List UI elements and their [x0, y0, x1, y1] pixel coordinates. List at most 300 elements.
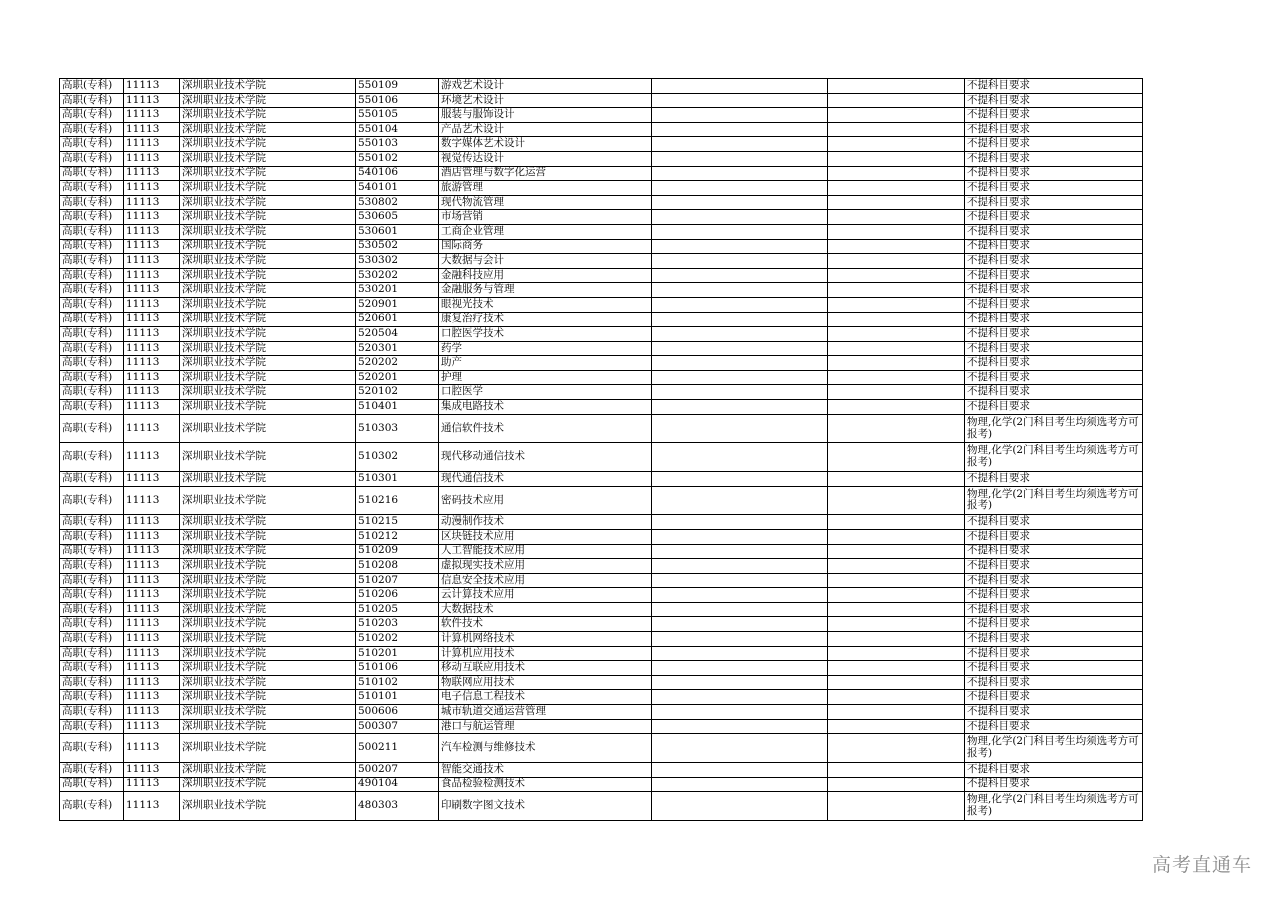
blank-cell	[652, 734, 828, 763]
subject-requirement-cell: 不提科目要求	[965, 529, 1143, 544]
major-code-cell: 540106	[356, 166, 439, 181]
subject-requirement-cell: 物理,化学(2门科目考生均须选考方可报考)	[965, 486, 1143, 515]
blank-cell	[652, 515, 828, 530]
blank-cell	[652, 122, 828, 137]
table-body	[60, 79, 1143, 821]
major-code-cell: 510101	[356, 690, 439, 705]
school-name-cell: 深圳职业技术学院	[180, 122, 356, 137]
school-name-cell: 深圳职业技术学院	[180, 268, 356, 283]
major-code-cell: 510301	[356, 472, 439, 487]
major-code-cell: 500211	[356, 734, 439, 763]
major-code-cell: 530202	[356, 268, 439, 283]
major-code-cell: 510302	[356, 443, 439, 472]
blank-cell	[652, 254, 828, 269]
subject-requirement-cell: 不提科目要求	[965, 151, 1143, 166]
major-name-cell: 现代移动通信技术	[439, 443, 652, 472]
subject-requirement-cell: 不提科目要求	[965, 254, 1143, 269]
table-row	[60, 573, 1143, 588]
table-row	[60, 762, 1143, 777]
major-code-cell: 490104	[356, 777, 439, 792]
table-row	[60, 705, 1143, 720]
table-row	[60, 734, 1143, 763]
subject-requirement-cell: 物理,化学(2门科目考生均须选考方可报考)	[965, 734, 1143, 763]
table-row	[60, 297, 1143, 312]
blank-cell	[652, 719, 828, 734]
table-row	[60, 486, 1143, 515]
table-row	[60, 443, 1143, 472]
school-name-cell: 深圳职业技术学院	[180, 370, 356, 385]
major-code-cell: 510216	[356, 486, 439, 515]
watermark: 高考直通车	[1151, 854, 1252, 876]
school-code-cell: 11113	[124, 166, 180, 181]
school-name-cell: 深圳职业技术学院	[180, 443, 356, 472]
table-row	[60, 79, 1143, 94]
level-cell: 高职(专科)	[60, 472, 124, 487]
blank-cell	[828, 370, 965, 385]
table-row	[60, 283, 1143, 298]
school-code-cell: 11113	[124, 224, 180, 239]
school-name-cell: 深圳职业技术学院	[180, 79, 356, 94]
table-row	[60, 224, 1143, 239]
blank-cell	[652, 210, 828, 225]
table-row	[60, 137, 1143, 152]
blank-cell	[652, 762, 828, 777]
level-cell: 高职(专科)	[60, 210, 124, 225]
school-code-cell: 11113	[124, 588, 180, 603]
blank-cell	[828, 137, 965, 152]
level-cell: 高职(专科)	[60, 283, 124, 298]
major-code-cell: 510303	[356, 414, 439, 443]
subject-requirement-cell: 不提科目要求	[965, 646, 1143, 661]
level-cell: 高职(专科)	[60, 646, 124, 661]
school-code-cell: 11113	[124, 210, 180, 225]
blank-cell	[828, 515, 965, 530]
major-name-cell: 药学	[439, 341, 652, 356]
table-row	[60, 515, 1143, 530]
level-cell: 高职(专科)	[60, 297, 124, 312]
blank-cell	[652, 661, 828, 676]
subject-requirement-cell: 不提科目要求	[965, 297, 1143, 312]
blank-cell	[652, 297, 828, 312]
major-code-cell: 540101	[356, 181, 439, 196]
blank-cell	[652, 108, 828, 123]
major-name-cell: 计算机网络技术	[439, 632, 652, 647]
school-name-cell: 深圳职业技术学院	[180, 108, 356, 123]
table-row	[60, 195, 1143, 210]
blank-cell	[828, 661, 965, 676]
school-name-cell: 深圳职业技术学院	[180, 327, 356, 342]
blank-cell	[828, 734, 965, 763]
school-name-cell: 深圳职业技术学院	[180, 210, 356, 225]
school-code-cell: 11113	[124, 151, 180, 166]
school-code-cell: 11113	[124, 195, 180, 210]
level-cell: 高职(专科)	[60, 632, 124, 647]
subject-requirement-cell: 不提科目要求	[965, 385, 1143, 400]
blank-cell	[828, 617, 965, 632]
blank-cell	[828, 705, 965, 720]
subject-requirement-cell: 不提科目要求	[965, 283, 1143, 298]
major-name-cell: 物联网应用技术	[439, 675, 652, 690]
table-row	[60, 400, 1143, 415]
blank-cell	[652, 151, 828, 166]
school-name-cell: 深圳职业技术学院	[180, 734, 356, 763]
school-code-cell: 11113	[124, 690, 180, 705]
school-name-cell: 深圳职业技术学院	[180, 297, 356, 312]
blank-cell	[652, 312, 828, 327]
table-row	[60, 268, 1143, 283]
level-cell: 高职(专科)	[60, 195, 124, 210]
school-name-cell: 深圳职业技术学院	[180, 602, 356, 617]
major-name-cell: 食品检验检测技术	[439, 777, 652, 792]
school-code-cell: 11113	[124, 283, 180, 298]
table-row	[60, 588, 1143, 603]
major-code-cell: 520301	[356, 341, 439, 356]
level-cell: 高职(专科)	[60, 734, 124, 763]
school-code-cell: 11113	[124, 93, 180, 108]
level-cell: 高职(专科)	[60, 719, 124, 734]
level-cell: 高职(专科)	[60, 312, 124, 327]
blank-cell	[828, 122, 965, 137]
level-cell: 高职(专科)	[60, 544, 124, 559]
blank-cell	[652, 137, 828, 152]
blank-cell	[828, 646, 965, 661]
school-code-cell: 11113	[124, 486, 180, 515]
blank-cell	[652, 529, 828, 544]
school-code-cell: 11113	[124, 762, 180, 777]
major-code-cell: 530802	[356, 195, 439, 210]
school-code-cell: 11113	[124, 108, 180, 123]
school-name-cell: 深圳职业技术学院	[180, 762, 356, 777]
subject-requirement-cell: 不提科目要求	[965, 632, 1143, 647]
blank-cell	[652, 181, 828, 196]
school-name-cell: 深圳职业技术学院	[180, 472, 356, 487]
blank-cell	[828, 602, 965, 617]
major-code-cell: 530201	[356, 283, 439, 298]
blank-cell	[828, 588, 965, 603]
major-name-cell: 助产	[439, 356, 652, 371]
major-code-cell: 510102	[356, 675, 439, 690]
major-code-cell: 510401	[356, 400, 439, 415]
blank-cell	[828, 341, 965, 356]
blank-cell	[828, 559, 965, 574]
blank-cell	[652, 705, 828, 720]
school-code-cell: 11113	[124, 777, 180, 792]
major-name-cell: 动漫制作技术	[439, 515, 652, 530]
major-code-cell: 520201	[356, 370, 439, 385]
school-name-cell: 深圳职业技术学院	[180, 777, 356, 792]
school-code-cell: 11113	[124, 370, 180, 385]
blank-cell	[828, 181, 965, 196]
school-name-cell: 深圳职业技术学院	[180, 646, 356, 661]
major-code-cell: 520504	[356, 327, 439, 342]
blank-cell	[828, 108, 965, 123]
blank-cell	[652, 370, 828, 385]
school-name-cell: 深圳职业技术学院	[180, 588, 356, 603]
blank-cell	[828, 254, 965, 269]
level-cell: 高职(专科)	[60, 385, 124, 400]
school-code-cell: 11113	[124, 559, 180, 574]
level-cell: 高职(专科)	[60, 341, 124, 356]
subject-requirement-cell: 不提科目要求	[965, 573, 1143, 588]
blank-cell	[828, 224, 965, 239]
school-code-cell: 11113	[124, 675, 180, 690]
blank-cell	[652, 588, 828, 603]
school-name-cell: 深圳职业技术学院	[180, 151, 356, 166]
school-name-cell: 深圳职业技术学院	[180, 166, 356, 181]
school-name-cell: 深圳职业技术学院	[180, 573, 356, 588]
table-row	[60, 122, 1143, 137]
subject-requirement-cell: 不提科目要求	[965, 705, 1143, 720]
school-code-cell: 11113	[124, 472, 180, 487]
school-name-cell: 深圳职业技术学院	[180, 385, 356, 400]
table-row	[60, 792, 1143, 821]
table-row	[60, 602, 1143, 617]
subject-requirement-cell: 不提科目要求	[965, 137, 1143, 152]
major-name-cell: 人工智能技术应用	[439, 544, 652, 559]
blank-cell	[652, 268, 828, 283]
subject-requirement-cell: 不提科目要求	[965, 195, 1143, 210]
major-code-cell: 510106	[356, 661, 439, 676]
blank-cell	[652, 341, 828, 356]
school-code-cell: 11113	[124, 705, 180, 720]
school-name-cell: 深圳职业技术学院	[180, 341, 356, 356]
level-cell: 高职(专科)	[60, 690, 124, 705]
table-row	[60, 646, 1143, 661]
major-code-cell: 510207	[356, 573, 439, 588]
school-code-cell: 11113	[124, 515, 180, 530]
major-name-cell: 视觉传达设计	[439, 151, 652, 166]
blank-cell	[652, 690, 828, 705]
blank-cell	[652, 486, 828, 515]
table-row	[60, 108, 1143, 123]
table-row	[60, 93, 1143, 108]
school-name-cell: 深圳职业技术学院	[180, 529, 356, 544]
school-code-cell: 11113	[124, 544, 180, 559]
subject-requirement-cell: 不提科目要求	[965, 108, 1143, 123]
major-name-cell: 汽车检测与维修技术	[439, 734, 652, 763]
blank-cell	[652, 472, 828, 487]
blank-cell	[828, 93, 965, 108]
table-row	[60, 414, 1143, 443]
school-name-cell: 深圳职业技术学院	[180, 486, 356, 515]
blank-cell	[828, 356, 965, 371]
table-row	[60, 719, 1143, 734]
major-name-cell: 软件技术	[439, 617, 652, 632]
subject-requirement-cell: 不提科目要求	[965, 515, 1143, 530]
admission-requirements-table	[59, 78, 1143, 821]
table-row	[60, 341, 1143, 356]
school-code-cell: 11113	[124, 529, 180, 544]
major-name-cell: 现代通信技术	[439, 472, 652, 487]
table-row	[60, 661, 1143, 676]
school-code-cell: 11113	[124, 617, 180, 632]
blank-cell	[828, 719, 965, 734]
school-name-cell: 深圳职业技术学院	[180, 181, 356, 196]
major-name-cell: 城市轨道交通运营管理	[439, 705, 652, 720]
level-cell: 高职(专科)	[60, 661, 124, 676]
subject-requirement-cell: 不提科目要求	[965, 224, 1143, 239]
blank-cell	[652, 792, 828, 821]
level-cell: 高职(专科)	[60, 486, 124, 515]
school-name-cell: 深圳职业技术学院	[180, 559, 356, 574]
major-name-cell: 金融服务与管理	[439, 283, 652, 298]
table-row	[60, 617, 1143, 632]
school-name-cell: 深圳职业技术学院	[180, 254, 356, 269]
subject-requirement-cell: 不提科目要求	[965, 356, 1143, 371]
major-code-cell: 480303	[356, 792, 439, 821]
major-code-cell: 520202	[356, 356, 439, 371]
blank-cell	[652, 356, 828, 371]
subject-requirement-cell: 物理,化学(2门科目考生均须选考方可报考)	[965, 414, 1143, 443]
major-code-cell: 550109	[356, 79, 439, 94]
level-cell: 高职(专科)	[60, 617, 124, 632]
blank-cell	[828, 283, 965, 298]
school-name-cell: 深圳职业技术学院	[180, 617, 356, 632]
table-row	[60, 544, 1143, 559]
major-name-cell: 现代物流管理	[439, 195, 652, 210]
major-name-cell: 酒店管理与数字化运营	[439, 166, 652, 181]
school-name-cell: 深圳职业技术学院	[180, 632, 356, 647]
subject-requirement-cell: 不提科目要求	[965, 268, 1143, 283]
blank-cell	[828, 327, 965, 342]
blank-cell	[652, 443, 828, 472]
major-code-cell: 520601	[356, 312, 439, 327]
level-cell: 高职(专科)	[60, 443, 124, 472]
major-code-cell: 520901	[356, 297, 439, 312]
blank-cell	[828, 210, 965, 225]
school-code-cell: 11113	[124, 268, 180, 283]
level-cell: 高职(专科)	[60, 254, 124, 269]
major-name-cell: 信息安全技术应用	[439, 573, 652, 588]
major-name-cell: 电子信息工程技术	[439, 690, 652, 705]
blank-cell	[828, 385, 965, 400]
table-row	[60, 529, 1143, 544]
subject-requirement-cell: 不提科目要求	[965, 588, 1143, 603]
major-name-cell: 区块链技术应用	[439, 529, 652, 544]
major-code-cell: 510201	[356, 646, 439, 661]
major-name-cell: 密码技术应用	[439, 486, 652, 515]
subject-requirement-cell: 不提科目要求	[965, 181, 1143, 196]
major-code-cell: 530302	[356, 254, 439, 269]
major-name-cell: 市场营销	[439, 210, 652, 225]
level-cell: 高职(专科)	[60, 166, 124, 181]
school-code-cell: 11113	[124, 734, 180, 763]
school-name-cell: 深圳职业技术学院	[180, 675, 356, 690]
major-name-cell: 工商企业管理	[439, 224, 652, 239]
subject-requirement-cell: 不提科目要求	[965, 79, 1143, 94]
table-row	[60, 472, 1143, 487]
level-cell: 高职(专科)	[60, 602, 124, 617]
major-name-cell: 眼视光技术	[439, 297, 652, 312]
school-name-cell: 深圳职业技术学院	[180, 356, 356, 371]
level-cell: 高职(专科)	[60, 414, 124, 443]
school-code-cell: 11113	[124, 400, 180, 415]
level-cell: 高职(专科)	[60, 356, 124, 371]
subject-requirement-cell: 不提科目要求	[965, 762, 1143, 777]
table-row	[60, 181, 1143, 196]
subject-requirement-cell: 不提科目要求	[965, 122, 1143, 137]
school-name-cell: 深圳职业技术学院	[180, 137, 356, 152]
subject-requirement-cell: 不提科目要求	[965, 602, 1143, 617]
table-row	[60, 385, 1143, 400]
level-cell: 高职(专科)	[60, 108, 124, 123]
subject-requirement-cell: 不提科目要求	[965, 559, 1143, 574]
subject-requirement-cell: 不提科目要求	[965, 312, 1143, 327]
blank-cell	[828, 195, 965, 210]
school-code-cell: 11113	[124, 443, 180, 472]
blank-cell	[828, 573, 965, 588]
school-name-cell: 深圳职业技术学院	[180, 239, 356, 254]
school-code-cell: 11113	[124, 312, 180, 327]
level-cell: 高职(专科)	[60, 137, 124, 152]
subject-requirement-cell: 物理,化学(2门科目考生均须选考方可报考)	[965, 443, 1143, 472]
school-name-cell: 深圳职业技术学院	[180, 283, 356, 298]
blank-cell	[652, 544, 828, 559]
table-row	[60, 559, 1143, 574]
table-row	[60, 632, 1143, 647]
blank-cell	[652, 166, 828, 181]
major-code-cell: 510206	[356, 588, 439, 603]
major-name-cell: 护理	[439, 370, 652, 385]
major-name-cell: 计算机应用技术	[439, 646, 652, 661]
major-code-cell: 550104	[356, 122, 439, 137]
school-name-cell: 深圳职业技术学院	[180, 414, 356, 443]
major-code-cell: 500606	[356, 705, 439, 720]
blank-cell	[652, 632, 828, 647]
school-code-cell: 11113	[124, 356, 180, 371]
school-code-cell: 11113	[124, 239, 180, 254]
school-code-cell: 11113	[124, 414, 180, 443]
major-name-cell: 产品艺术设计	[439, 122, 652, 137]
blank-cell	[652, 617, 828, 632]
level-cell: 高职(专科)	[60, 181, 124, 196]
major-code-cell: 530601	[356, 224, 439, 239]
school-code-cell: 11113	[124, 602, 180, 617]
school-name-cell: 深圳职业技术学院	[180, 93, 356, 108]
blank-cell	[652, 79, 828, 94]
major-code-cell: 510212	[356, 529, 439, 544]
blank-cell	[828, 151, 965, 166]
blank-cell	[652, 675, 828, 690]
school-code-cell: 11113	[124, 327, 180, 342]
level-cell: 高职(专科)	[60, 151, 124, 166]
table-row	[60, 151, 1143, 166]
school-name-cell: 深圳职业技术学院	[180, 544, 356, 559]
blank-cell	[652, 195, 828, 210]
school-code-cell: 11113	[124, 137, 180, 152]
blank-cell	[828, 777, 965, 792]
major-name-cell: 云计算技术应用	[439, 588, 652, 603]
blank-cell	[828, 79, 965, 94]
blank-cell	[828, 632, 965, 647]
level-cell: 高职(专科)	[60, 588, 124, 603]
subject-requirement-cell: 不提科目要求	[965, 400, 1143, 415]
major-name-cell: 虚拟现实技术应用	[439, 559, 652, 574]
level-cell: 高职(专科)	[60, 268, 124, 283]
blank-cell	[828, 297, 965, 312]
major-code-cell: 510209	[356, 544, 439, 559]
level-cell: 高职(专科)	[60, 370, 124, 385]
subject-requirement-cell: 不提科目要求	[965, 661, 1143, 676]
table-row	[60, 690, 1143, 705]
blank-cell	[828, 529, 965, 544]
major-code-cell: 550106	[356, 93, 439, 108]
major-name-cell: 移动互联应用技术	[439, 661, 652, 676]
school-name-cell: 深圳职业技术学院	[180, 719, 356, 734]
level-cell: 高职(专科)	[60, 515, 124, 530]
subject-requirement-cell: 不提科目要求	[965, 719, 1143, 734]
major-code-cell: 510203	[356, 617, 439, 632]
